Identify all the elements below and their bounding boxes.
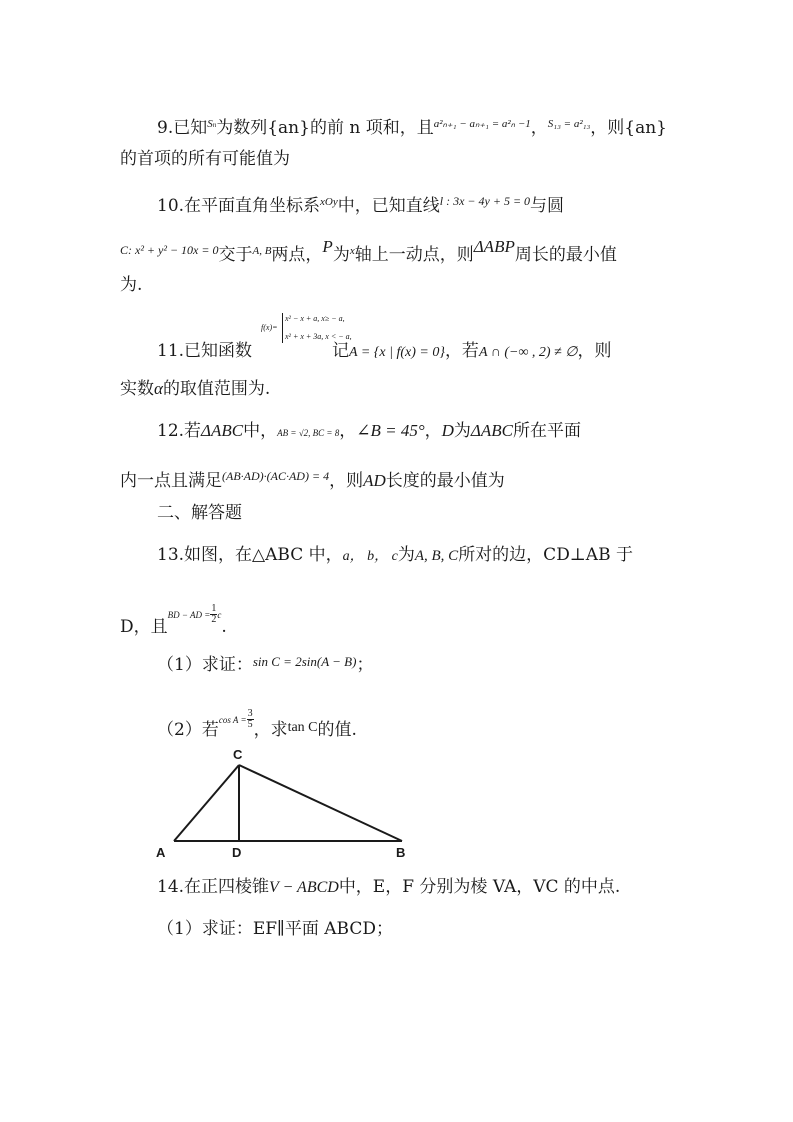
- q11-text: 的取值范围为.: [162, 379, 271, 399]
- q10-xoy: xOy: [320, 196, 338, 208]
- q12-given: AB = √2, BC = 8: [277, 428, 340, 438]
- q10-text: 为.: [120, 275, 143, 295]
- q11-text: 已知函数: [184, 341, 253, 361]
- q14-part-1-text: （1）求证：EF∥平面 ABCD；: [157, 919, 393, 939]
- q11-line-1: [157, 340, 611, 364]
- q9-text: 为数列{an}的前 n 项和，且: [216, 118, 434, 138]
- q12-triangle: ΔABC: [201, 421, 244, 440]
- q11-set-a: A = {x | f(x) = 0}: [349, 345, 445, 360]
- q11-text: 记: [332, 341, 350, 361]
- q10-text: 周长的最小值: [514, 245, 617, 265]
- q13-part-1: [157, 651, 373, 676]
- q13-cos-fraction: $\frac{3}{5}$: [247, 708, 253, 730]
- q10-triangle-abp: ΔABP: [473, 237, 515, 256]
- q9-text: 的首项的所有可能值为: [120, 149, 290, 169]
- q14-text: 中，E，F 分别为棱 VA，VC 的中点.: [338, 877, 621, 897]
- q14-pyramid: V − ABCD: [269, 879, 339, 896]
- q13-sides: a， b， c: [342, 549, 398, 564]
- q14-line-1: [157, 876, 620, 899]
- q10-number: 10.: [157, 196, 185, 216]
- q10-text: 为: [332, 245, 350, 265]
- q12-number: 12.: [157, 421, 185, 441]
- q10-text: 交于: [218, 245, 253, 265]
- q13-line-1: [157, 544, 633, 568]
- q13-part-1-equation: sin C = 2sin(A − B): [252, 654, 357, 669]
- label-d: D: [232, 845, 242, 860]
- section-title: 二、解答题: [157, 503, 242, 523]
- label-a: A: [156, 845, 166, 860]
- q10-line-1: [157, 190, 564, 217]
- q10-text: 与圆: [530, 196, 565, 216]
- q13-part-1-label: （1）求证：: [157, 655, 253, 675]
- q13-tan-c: tan C: [287, 720, 318, 735]
- q12-text: 长度的最小值为: [385, 471, 505, 491]
- q13-line-2: [120, 604, 227, 638]
- q12-vector-condition: (AB·AD)·(AC·AD) = 4: [222, 469, 330, 483]
- q13-cos-a: cos A =: [218, 715, 247, 725]
- q9-recurrence: a²ₙ₊₁ − aₙ₊₁ = a²ₙ −1: [433, 118, 531, 130]
- q11-piecewise: [282, 313, 352, 343]
- q10-text: 两点，: [271, 245, 323, 265]
- q13-angles: A, B, C: [414, 548, 459, 564]
- q10-line-2: [120, 236, 617, 266]
- q12-text: 内一点且满足: [120, 471, 222, 491]
- q12-text: 若: [184, 421, 202, 441]
- q10-text: 轴上一动点，则: [354, 245, 474, 265]
- q13-c: c: [217, 610, 222, 620]
- q11-alpha: α: [154, 379, 163, 398]
- q12-line-2: [120, 465, 505, 492]
- q14-text: 在正四棱锥: [184, 877, 270, 897]
- q9-text: ，则{an}: [590, 118, 667, 138]
- q11-text: ，则: [577, 341, 612, 361]
- q13-text: 如图，在△ABC 中，: [184, 545, 343, 565]
- q11-text: 实数: [120, 379, 154, 399]
- q9-separator: ，: [530, 118, 548, 138]
- q12-point-d: D: [441, 421, 454, 440]
- q11-line-2: [120, 378, 270, 400]
- q10-line-equation: l : 3x − 4y + 5 = 0: [439, 194, 531, 208]
- q11-piece-2: x² + x + 3a, x < − a,: [285, 332, 352, 341]
- label-b: B: [396, 845, 406, 860]
- q12-line-1: [157, 420, 581, 444]
- q13-number: 13.: [157, 545, 185, 565]
- q11-text: ，若: [444, 341, 479, 361]
- side-cb: [239, 765, 402, 841]
- q11-number: 11.: [157, 341, 185, 361]
- q10-point-p: P: [322, 237, 333, 256]
- q12-triangle-2: ΔABC: [470, 421, 514, 440]
- q13-text: 为: [397, 545, 415, 565]
- q11-fx-label: f(x)=: [261, 323, 278, 332]
- q12-text: 为: [453, 421, 471, 441]
- q9-sum-condition: S₁₃ = a²₁₃: [547, 118, 591, 130]
- q13-text: .: [221, 617, 227, 637]
- q13-text: ，求: [253, 720, 288, 740]
- q13-part-2-label: （2）若: [157, 720, 219, 740]
- q13-half-fraction: $\frac{1}{2}$: [211, 603, 217, 625]
- q10-points-ab: A, B: [252, 245, 272, 257]
- q12-angle: ∠B = 45°: [356, 421, 425, 440]
- q10-circle-equation: C: x² + y² − 10x = 0: [120, 243, 219, 257]
- q12-text: ，则: [329, 471, 364, 491]
- label-c: C: [233, 747, 243, 762]
- q12-text: 所在平面: [513, 421, 582, 441]
- q14-number: 14.: [157, 877, 185, 897]
- q9-line-1: [157, 113, 667, 139]
- q13-text: 所对的边，CD⊥AB 于: [458, 545, 633, 565]
- q9-number: 9.: [157, 118, 174, 138]
- q10-line-3: [120, 274, 142, 296]
- q9-text: 已知: [173, 118, 208, 138]
- q9-line-2: [120, 148, 290, 170]
- q12-text: 中，: [243, 421, 278, 441]
- section-heading: [157, 502, 242, 524]
- triangle-figure: [150, 742, 420, 862]
- side-ac: [174, 765, 239, 841]
- q13-text: ；: [356, 655, 374, 675]
- q13-bd-ad: BD − AD =: [167, 610, 211, 620]
- q10-x-axis: x: [349, 245, 355, 257]
- q13-part-2: [157, 709, 357, 741]
- q11-condition: A ∩ (−∞ , 2) ≠ ∅: [478, 345, 578, 360]
- q12-text: ，: [424, 421, 442, 441]
- q9-sn: Sn: [207, 118, 217, 130]
- q11-piece-1: x² − x + a, x≥ − a,: [285, 314, 345, 323]
- q14-part-1: [157, 918, 393, 940]
- q12-text: ，: [339, 421, 357, 441]
- q10-text: 中，已知直线: [337, 196, 440, 216]
- q13-text: D，且: [120, 617, 168, 637]
- q13-text: 的值.: [317, 720, 357, 740]
- q10-text: 在平面直角坐标系: [184, 196, 321, 216]
- q12-ad: AD: [363, 471, 386, 490]
